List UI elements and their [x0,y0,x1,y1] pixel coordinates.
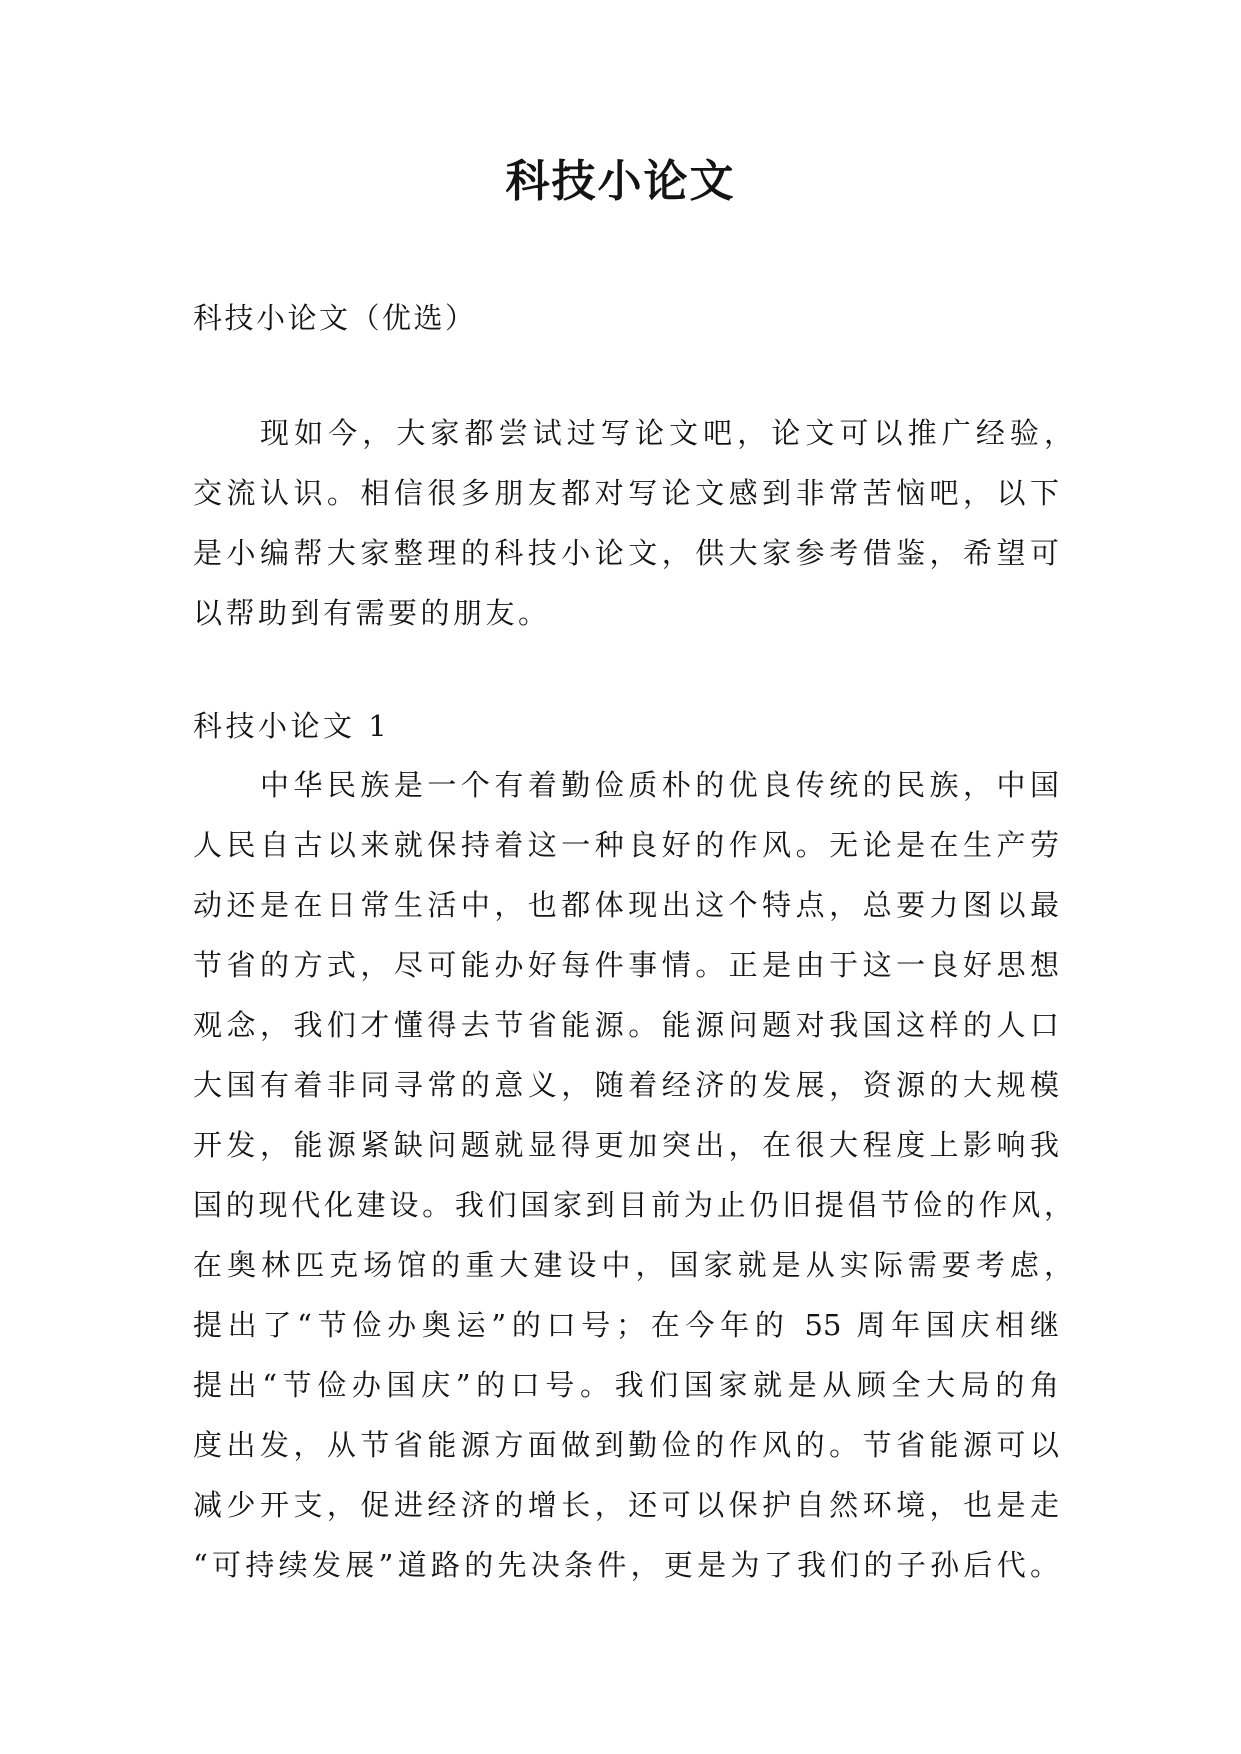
section-paragraph [193,755,1073,1595]
paragraph-line: 中华民族是一个有着勤俭质朴的优良传统的民族，中国 [260,768,1059,802]
paragraph-spacer [193,348,1059,403]
document-title: 科技小论文 [505,156,736,207]
paragraph-line: 节省的方式，尽可能办好每件事情。正是由于这一良好思想 [193,948,1059,982]
intro-line: 现如今，大家都尝试过写论文吧，论文可以推广经验， [260,416,1073,450]
paragraph-spacer [193,643,1059,698]
paragraph-line: 国的现代化建设。我们国家到目前为止仍旧提倡节俭的作风， [193,1188,1073,1222]
intro-line: 以帮助到有需要的朋友。 [193,596,551,630]
paragraph-line: 减少开支，促进经济的增长，还可以保护自然环境，也是走 [193,1488,1059,1522]
paragraph-line: 提出了“节俭办奥运”的口号；在今年的 55 周年国庆相继 [193,1308,1059,1342]
document-subtitle: 科技小论文（优选） [193,301,477,335]
intro-paragraph [193,403,1073,643]
paragraph-line: 在奥林匹克场馆的重大建设中，国家就是从实际需要考虑， [193,1248,1073,1282]
paragraph-line: 提出“节俭办国庆”的口号。我们国家就是从顾全大局的角 [193,1368,1059,1402]
intro-line: 交流认识。相信很多朋友都对写论文感到非常苦恼吧，以下 [193,476,1059,510]
paragraph-line: 动还是在日常生活中，也都体现出这个特点，总要力图以最 [193,888,1059,922]
paragraph-line: 观念，我们才懂得去节省能源。能源问题对我国这样的人口 [193,1008,1059,1042]
document-body [193,288,1073,1595]
paragraph-line: “可持续发展”道路的先决条件，更是为了我们的子孙后代。 [193,1548,1059,1582]
intro-line: 是小编帮大家整理的科技小论文，供大家参考借鉴，希望可 [193,536,1059,570]
paragraph-line: 大国有着非同寻常的意义，随着经济的发展，资源的大规模 [193,1068,1059,1102]
paragraph-line: 人民自古以来就保持着这一种良好的作风。无论是在生产劳 [193,828,1059,862]
section-heading: 科技小论文 1 [193,709,391,743]
paragraph-line: 度出发，从节省能源方面做到勤俭的作风的。节省能源可以 [193,1428,1059,1462]
paragraph-line: 开发，能源紧缺问题就显得更加突出，在很大程度上影响我 [193,1128,1059,1162]
